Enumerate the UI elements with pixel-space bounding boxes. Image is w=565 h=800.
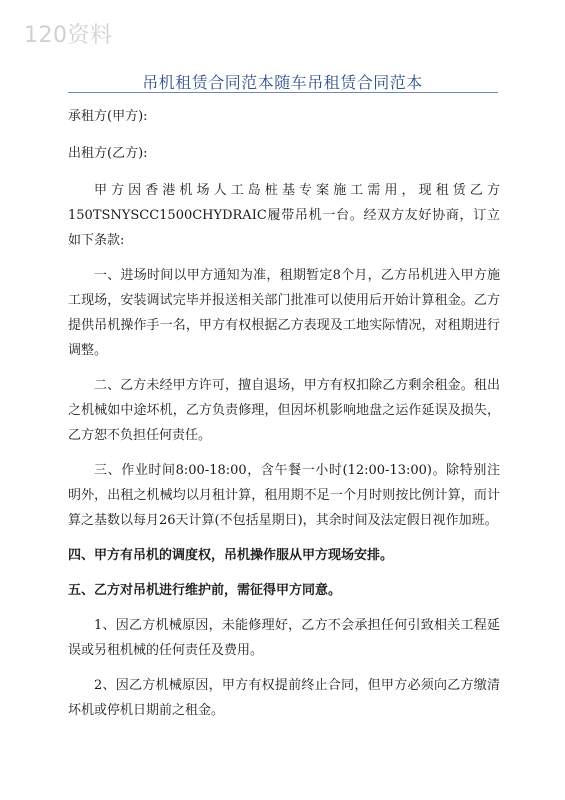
clause-5-heading: 五、乙方对吊机进行维护前，需征得甲方同意。 xyxy=(68,583,342,598)
clause-4-heading: 四、甲方有吊机的调度权，吊机操作服从甲方现场安排。 xyxy=(68,548,394,563)
clause-1-paragraph: 一、进场时间以甲方通知为准，租期暂定8个月，乙方吊机进入甲方施工现场，安装调试完毕并报送相关部门批准可以使用后开始计算租金。乙方提供吊机操作手一名，甲方有权根据乙方表现及工地实际情况，对租期进行调整。 xyxy=(68,268,500,358)
intro-paragraph: 甲方因香港机场人工岛桩基专案施工需用，现租赁乙方150TSNYSCC1500CHYDRAIC履带吊机一台。经双方友好协商，订立如下条款: xyxy=(68,183,500,248)
clause-2-paragraph: 二、乙方未经甲方许可，擅自退场，甲方有权扣除乙方剩余租金。租出之机械如中途坏机，乙方负责修理，但因坏机影响地盘之运作延误及损失，乙方恕不负担任何责任。 xyxy=(68,378,500,443)
watermark-logo: 120资料 xyxy=(24,23,113,48)
sub-clause-2-paragraph: 2、因乙方机械原因，甲方有权提前终止合同，但甲方必须向乙方缴清坏机或停机日期前之租金。 xyxy=(68,678,500,718)
lessor-line: 出租方(乙方): xyxy=(68,146,148,161)
sub-clause-1-paragraph: 1、因乙方机械原因，未能修理好，乙方不会承担任何引致相关工程延误或另租机械的任何责任及费用。 xyxy=(68,618,500,658)
document-body xyxy=(68,104,500,733)
document-title: 吊机租赁合同范本随车吊租赁合同范本 xyxy=(142,73,423,92)
lessee-line: 承租方(甲方): xyxy=(68,109,148,124)
clause-3-paragraph: 三、作业时间8:00-18:00，含午餐一小时(12:00-13:00)。除特别注明外，出租之机械均以月租计算，租用期不足一个月时则按比例计算，而计算之基数以每月26天计算(不包括星期日)，其余时间及法定假日视作加班。 xyxy=(68,463,500,528)
title-underline xyxy=(68,92,498,93)
